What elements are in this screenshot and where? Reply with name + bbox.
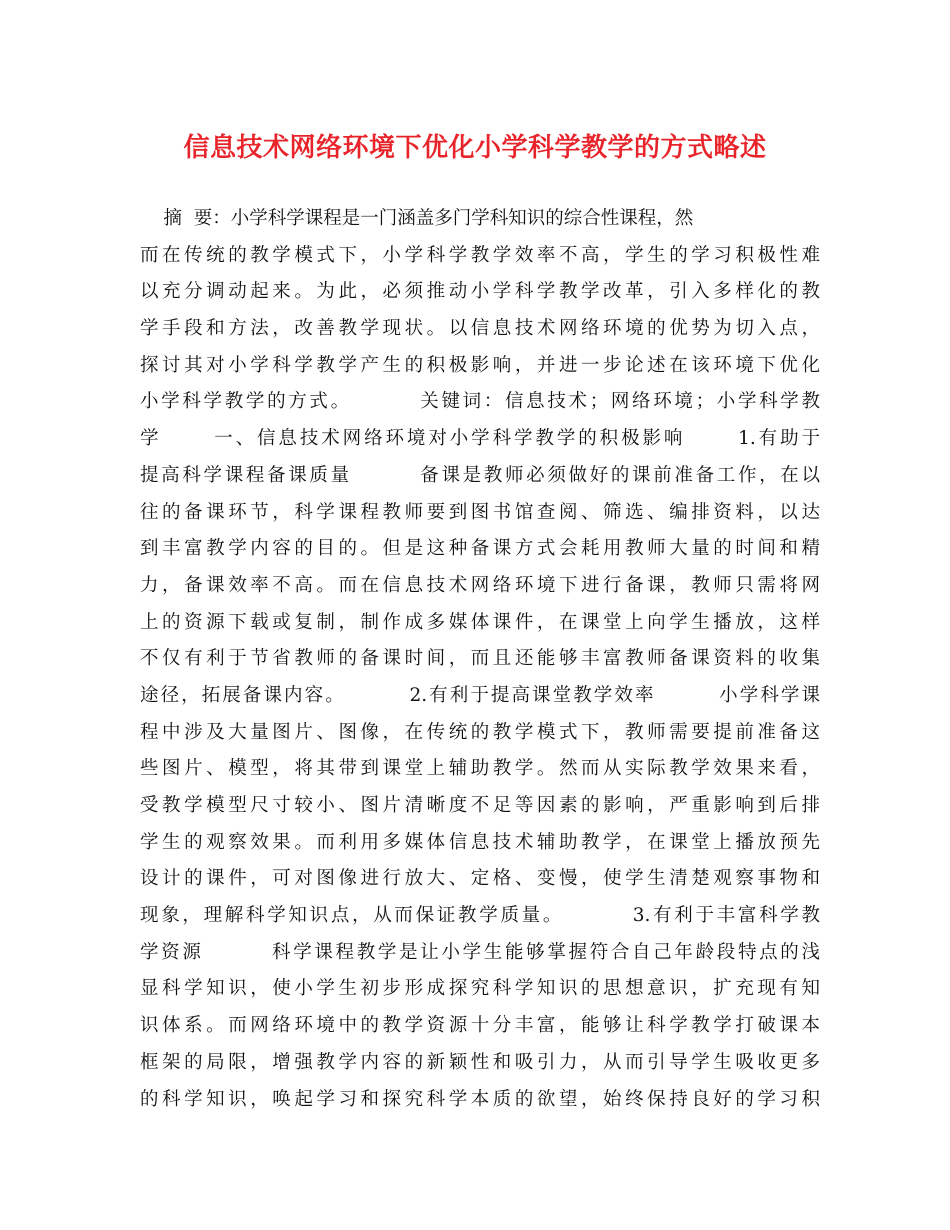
document-title: 信息技术网络环境下优化小学科学教学的方式略述 [183,133,767,163]
body-line: 框架的局限，增强教学内容的新颖性和吸引力，从而引导学生吸收更多 [140,1051,820,1073]
body-line: 设计的课件，可对图像进行放大、定格、变慢，使学生清楚观察事物和 [140,868,820,890]
body-line: 摘 要：小学科学课程是一门涵盖多门学科知识的综合性课程，然 [140,208,694,229]
body-line: 小学科学教学的方式。 关键词：信息技术；网络环境；小学科学教 [140,391,820,413]
body-line: 学 一、信息技术网络环境对小学科学教学的积极影响 1.有助于 [140,428,820,450]
body-line: 往的备课环节，科学课程教师要到图书馆查阅、筛选、编排资料，以达 [140,501,820,523]
body-line: 途径，拓展备课内容。 2.有利于提高课堂教学效率 小学科学课 [140,684,820,706]
body-line: 而在传统的教学模式下，小学科学教学效率不高，学生的学习积极性难 [140,244,820,266]
body-line: 学生的观察效果。而利用多媒体信息技术辅助教学，在课堂上播放预先 [140,831,820,853]
body-line: 学手段和方法，改善教学现状。以信息技术网络环境的优势为切入点， [140,318,820,340]
body-line: 些图片、模型，将其带到课堂上辅助教学。然而从实际教学效果来看， [140,758,820,780]
body-line: 学资源 科学课程教学是让小学生能够掌握符合自己年龄段特点的浅 [140,941,820,963]
body-line: 提高科学课程备课质量 备课是教师必须做好的课前准备工作，在以 [140,464,820,486]
body-line: 识体系。而网络环境中的教学资源十分丰富，能够让科学教学打破课本 [140,1015,820,1037]
body-line: 的科学知识，唤起学习和探究科学本质的欲望，始终保持良好的学习积 [140,1088,820,1110]
document-body [140,201,820,1118]
body-line: 到丰富教学内容的目的。但是这种备课方式会耗用教师大量的时间和精 [140,538,820,560]
body-line: 不仅有利于节省教师的备课时间，而且还能够丰富教师备课资料的收集 [140,648,820,670]
body-line: 受教学模型尺寸较小、图片清晰度不足等因素的影响，严重影响到后排 [140,795,820,816]
body-line: 显科学知识，使小学生初步形成探究科学知识的思想意识，扩充现有知 [140,978,820,1000]
body-line: 力，备课效率不高。而在信息技术网络环境下进行备课，教师只需将网 [140,574,820,596]
body-line: 探讨其对小学科学教学产生的积极影响，并进一步论述在该环境下优化 [140,354,820,376]
body-line: 程中涉及大量图片、图像，在传统的教学模式下，教师需要提前准备这 [140,721,820,743]
body-line: 以充分调动起来。为此，必须推动小学科学教学改革，引入多样化的教 [140,281,820,303]
body-line: 上的资源下载或复制，制作成多媒体课件，在课堂上向学生播放，这样 [140,611,820,633]
body-line: 现象，理解科学知识点，从而保证教学质量。 3.有利于丰富科学教 [140,905,820,927]
